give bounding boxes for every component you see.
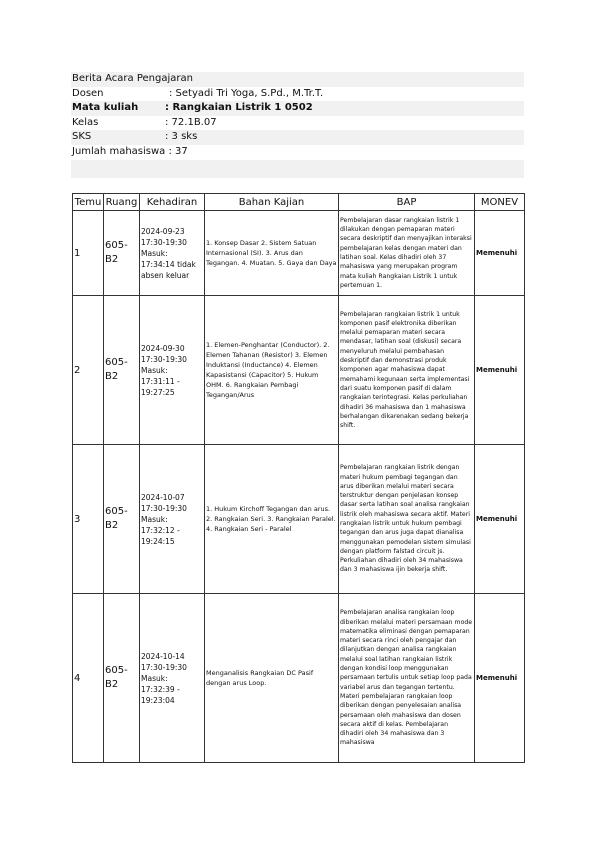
matkul-label: Mata kuliah <box>72 102 139 113</box>
kelas-label: Kelas <box>72 116 99 128</box>
dosen-label: Dosen <box>72 87 104 99</box>
matkul-value: : Rangkaian Listrik 1 0502 <box>165 102 313 113</box>
cell-ruang: 605-B2 <box>104 211 140 296</box>
cell-ruang: 605-B2 <box>104 594 140 763</box>
table-row <box>73 296 525 445</box>
bap-table <box>72 193 525 763</box>
col-header-temu: Temu <box>73 194 104 211</box>
header-spacer <box>71 160 524 178</box>
document-title-row <box>71 72 524 87</box>
jumlah-label: Jumlah mahasiswa : 37 <box>72 145 188 157</box>
cell-temu: 2 <box>73 296 104 445</box>
table-row <box>73 211 525 296</box>
kelas-value: : 72.1B.07 <box>165 116 217 128</box>
cell-temu: 4 <box>73 594 104 763</box>
cell-kehadiran: 2024-09-23 17:30-19:30 Masuk: 17:34:14 tidak absen keluar <box>140 211 205 296</box>
cell-bahan: 1. Hukum Kirchoff Tegangan dan arus. 2. Rangkaian Seri. 3. Rangkaian Paralel. 4. Rangkaian Seri - Paralel <box>205 445 339 594</box>
cell-temu: 1 <box>73 211 104 296</box>
cell-monev: Memenuhi <box>475 445 525 594</box>
cell-bap: Pembelajaran rangkaian listrik dengan materi hukum pembagi tegangan dan arus diberikan melalui materi secara terstruktur dengan penjelasan konsep dasar serta latihan soal analisa rangkaian listrik oleh mahasiswa secara aktif. Materi rangkaian listrik untuk hukum pembagi tegangan dan arus juga dapat dianalisa menggunakan pemodelan sistem simulasi dengan platform falstad circuit js. Perkuliahan dihadiri oleh 34 mahasiswa dan 3 mahasiswa ijin bekerja shift. <box>339 445 475 594</box>
cell-monev: Memenuhi <box>475 594 525 763</box>
cell-bahan: 1. Konsep Dasar 2. Sistem Satuan Internasional (SI). 3. Arus dan Tegangan. 4. Muatan. 5. Gaya dan Daya <box>205 211 339 296</box>
table-header-row <box>73 194 525 211</box>
cell-monev: Memenuhi <box>475 296 525 445</box>
cell-ruang: 605-B2 <box>104 445 140 594</box>
dosen-row <box>71 87 524 102</box>
cell-monev: Memenuhi <box>475 211 525 296</box>
sks-value: : 3 sks <box>165 131 198 142</box>
col-header-monev: MONEV <box>475 194 525 211</box>
cell-bap: Pembelajaran rangkaian listrik 1 untuk komponen pasif elektronika diberikan melalui pemaparan materi secara mendasar, latihan soal (diskusi) secara menyeluruh melalui pembahasan deskriptif dan demonstrasi produk komponen agar mahasiswa dapat memahami kegunaan serta implementasi dari suatu komponen pasif di dalam rangkaian terintegrasi. Kelas perkuliahan dihadiri 36 mahasiswa dan 1 mahasiswa berhalangan dikarenakan sedang bekerja shift. <box>339 296 475 445</box>
jumlah-value: : 37 <box>168 145 188 157</box>
cell-bahan: 1. Elemen-Penghantar (Conductor). 2. Elemen Tahanan (Resistor) 3. Elemen Induktansi (Inductance) 4. Elemen Kapasistansi (Capacitor) 5. Hukum OHM. 6. Rangkaian Pembagi Tegangan/Arus <box>205 296 339 445</box>
jumlah-row <box>71 145 524 160</box>
col-header-bap: BAP <box>339 194 475 211</box>
sks-label: SKS <box>72 131 92 142</box>
matkul-row <box>71 101 524 116</box>
cell-ruang: 605-B2 <box>104 296 140 445</box>
cell-bap: Pembelajaran analisa rangkaian loop diberikan melalui materi persamaan mode matematika eliminasi dengan pemaparan materi secara rinci oleh pengajar dan dilanjutkan dengan analisa rangkaian melalui soal latihan rangkaian listrik dengan kondisi loop menggunakan persamaan tertulis untuk setiap loop pada variabel arus dan tegangan tertentu. Materi pembelajaran rangkaian loop diberikan dengan penyelesaian analisa persamaan oleh mahasiswa dan dosen secara aktif di kelas. Pembelajaran dihadiri oleh 34 mahasiswa dan 3 mahasiswa <box>339 594 475 763</box>
cell-temu: 3 <box>73 445 104 594</box>
sks-row <box>71 130 524 145</box>
kelas-row <box>71 116 524 131</box>
document-title: Berita Acara Pengajaran <box>72 73 193 84</box>
cell-bap: Pembelajaran dasar rangkaian listrik 1 dilakukan dengan pemaparan materi secara deskriptif dan menyajikan interaksi pembelajaran kelas dengan materi dan latihan soal. Kelas dihadiri oleh 37 mahasiswa yang merupakan program mata kuliah Rangkaian Listrik 1 untuk pertemuan 1. <box>339 211 475 296</box>
col-header-ruang: Ruang <box>104 194 140 211</box>
table-row <box>73 594 525 763</box>
col-header-bahan: Bahan Kajian <box>205 194 339 211</box>
document-header <box>71 72 524 159</box>
dosen-value: : Setyadi Tri Yoga, S.Pd., M.Tr.T. <box>169 87 324 99</box>
col-header-kehadiran: Kehadiran <box>140 194 205 211</box>
table-row <box>73 445 525 594</box>
cell-kehadiran: 2024-10-07 17:30-19:30 Masuk: 17:32:12 - 19:24:15 <box>140 445 205 594</box>
cell-kehadiran: 2024-10-14 17:30-19:30 Masuk: 17:32:39 - 19:23:04 <box>140 594 205 763</box>
cell-bahan: Menganalisis Rangkaian DC Pasif dengan arus Loop. <box>205 594 339 763</box>
cell-kehadiran: 2024-09-30 17:30-19:30 Masuk: 17:31:11 - 19:27:25 <box>140 296 205 445</box>
